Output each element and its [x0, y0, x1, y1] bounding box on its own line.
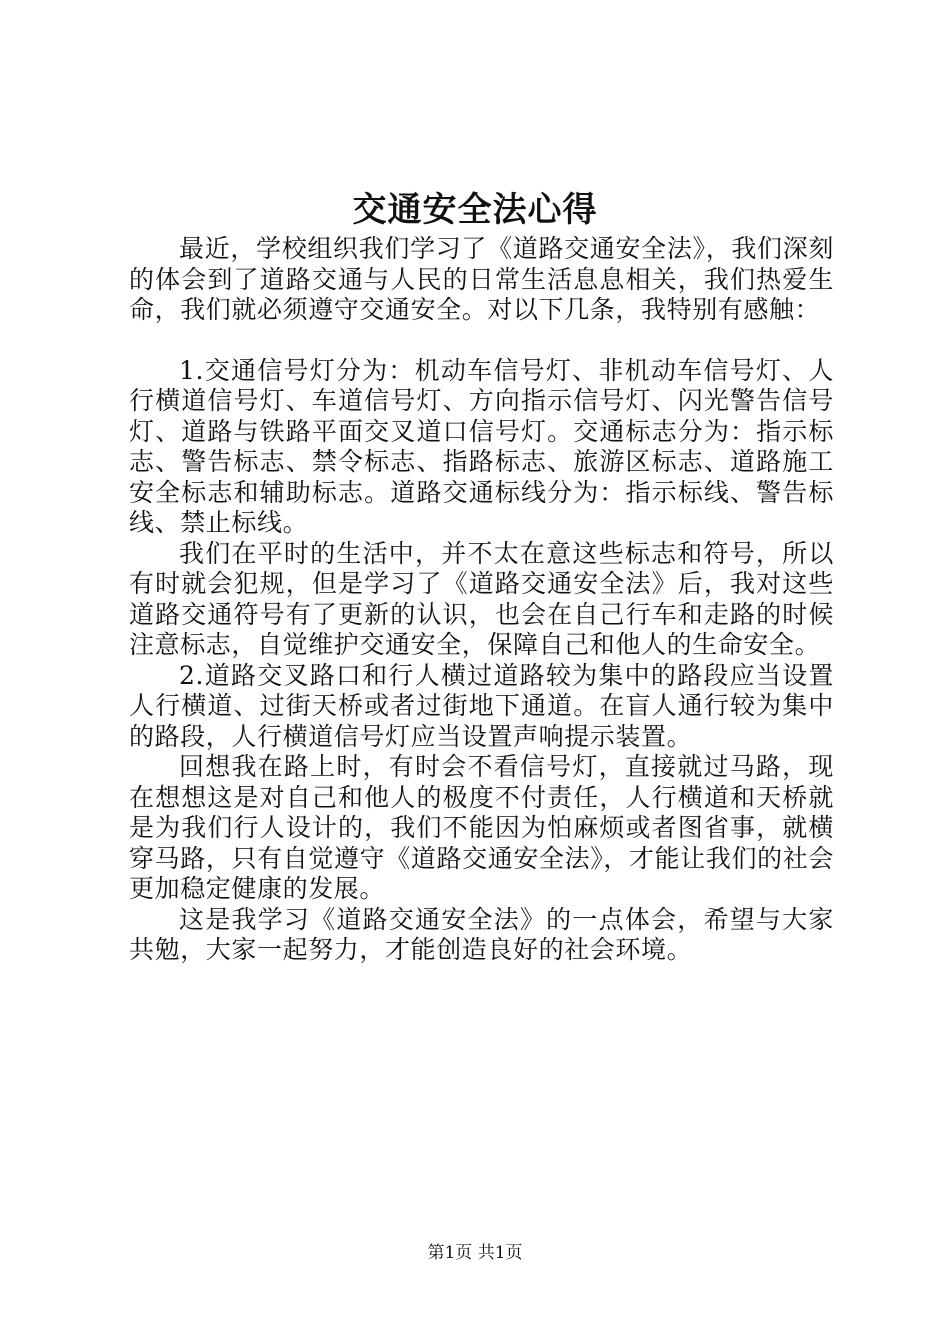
document-title: 交通安全法心得: [352, 190, 598, 230]
paragraph-point-1: 1.交通信号灯分为：机动车信号灯、非机动车信号灯、人行横道信号灯、车道信号灯、方向指示信号灯、闪光警告信号灯、道路与铁路平面交叉道口信号灯。交通标志分为：指示标志、警告标志、禁令标志、指路标志、旅游区标志、道路施工安全标志和辅助标志。道路交通标线分为：指示标线、警告标线、禁止标线。: [129, 355, 834, 537]
document-body: [129, 234, 834, 966]
paragraph-intro: 最近，学校组织我们学习了《道路交通安全法》，我们深刻的体会到了道路交通与人民的日常生活息息相关，我们热爱生命，我们就必须遵守交通安全。对以下几条，我特别有感触：: [129, 234, 834, 324]
paragraph-conclusion: 这是我学习《道路交通安全法》的一点体会，希望与大家共勉，大家一起努力，才能创造良好的社会环境。: [129, 904, 834, 964]
page-number-footer: 第1页 共1页: [427, 1243, 523, 1263]
paragraph-reflection-2: 回想我在路上时，有时会不看信号灯，直接就过马路，现在想想这是对自己和他人的极度不付责任，人行横道和天桥就是为我们行人设计的，我们不能因为怕麻烦或者图省事，就横穿马路，只有自觉遵守《道路交通安全法》，才能让我们的社会更加稳定健康的发展。: [129, 752, 834, 903]
paragraph-point-2: 2.道路交叉路口和行人横过道路较为集中的路段应当设置人行横道、过街天桥或者过街地下通道。在盲人通行较为集中的路段，人行横道信号灯应当设置声响提示装置。: [129, 660, 834, 751]
paragraph-reflection-1: 我们在平时的生活中，并不太在意这些标志和符号，所以有时就会犯规，但是学习了《道路交通安全法》后，我对这些道路交通符号有了更新的认识，也会在自己行车和走路的时候注意标志，自觉维护交通安全，保障自己和他人的生命安全。: [129, 538, 834, 659]
